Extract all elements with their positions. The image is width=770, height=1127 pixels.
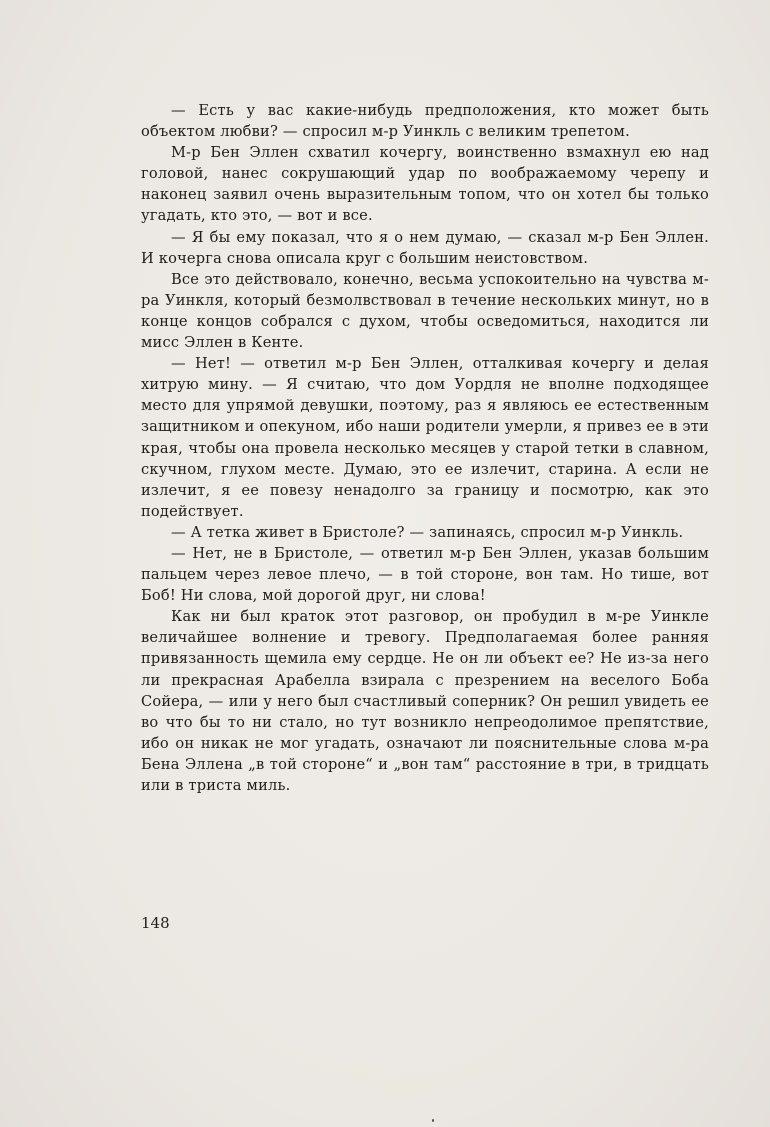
paragraph-2: М-р Бен Эллен схватил кочергу, воинственно взмахнул ею над головой, нанес сокрушающий удар по воображаемому черепу и наконец заявил очень выразительным топом, что он хотел бы только угадать, кто это, — вот и все.	[141, 144, 709, 225]
paragraph-1: — Есть у вас какие-нибудь предположения, кто может быть объектом любви? — спросил м-р Уинкль с великим трепетом.	[141, 102, 709, 141]
paragraph-3: — Я бы ему показал, что я о нем думаю, — сказал м-р Бен Эллен. И кочерга снова описала круг с большим неистовством.	[141, 228, 709, 267]
paragraph-6: — А тетка живет в Бристоле? — запинаясь, спросил м-р Уинкль.	[171, 523, 684, 541]
paragraph-5: — Нет! — ответил м-р Бен Эллен, отталкивая кочергу и делая хитрую мину. — Я считаю, что дом Уордля не вполне подходящее место для упрямой девушки, поэтому, раз я являюсь ее естественным защитником и опекуном, ибо наши родители умерли, я привез ее в эти края, чтобы она провела несколько месяцев у старой тетки в славном, скучном, глухом месте. Думаю, это ее излечит, старина. А если не излечит, я ее повезу ненадолго за границу и посмотрю, как это подействует.	[141, 355, 709, 520]
print-speck	[432, 1119, 434, 1122]
paragraph-7: — Нет, не в Бристоле, — ответил м-р Бен Эллен, указав большим пальцем через левое плечо, — в той стороне, вон там. Но тише, вот Боб! Ни слова, мой дорогой друг, ни слова!	[141, 544, 709, 605]
paragraph-4: Все это действовало, конечно, весьма успокоительно на чувства м-ра Уинкля, который безмолвствовал в течение нескольких минут, но в конце концов собрался с духом, чтобы осведомиться, находится ли мисс Эллен в Кенте.	[141, 270, 709, 352]
paragraph-8: Как ни был краток этот разговор, он пробудил в м-ре Уинкле величайшее волнение и тревогу. Предполагаемая более ранняя привязанность щемила ему сердце. Не он ли объект ее? Не из-за него ли прекрасная Арабелла взирала с презрением на веселого Боба Сойера, — или у него был счастливый соперник? Он решил увидеть ее во что бы то ни стало, но тут возникло непреодолимое препятствие, ибо он никак не мог угадать, означают ли пояснительные слова м-ра Бена Эллена „в той стороне“ и „вон там“ расстояние в три, в тридцать или в триста миль.	[141, 608, 709, 794]
page-number: 148	[141, 914, 170, 932]
page-text	[141, 100, 709, 796]
